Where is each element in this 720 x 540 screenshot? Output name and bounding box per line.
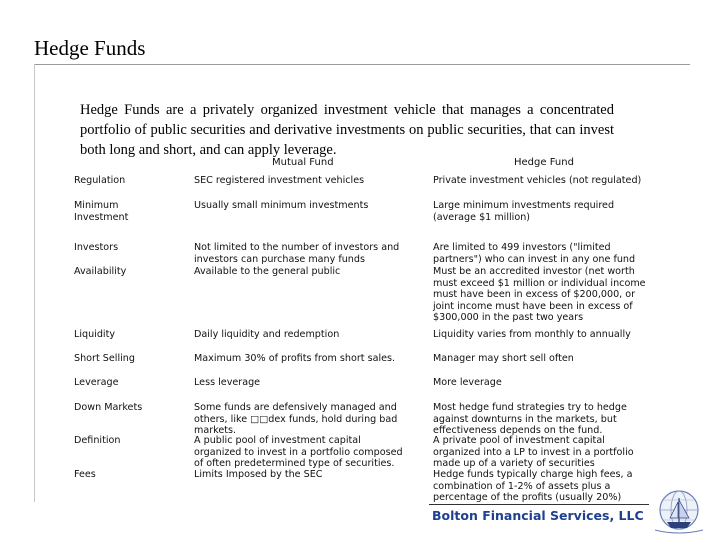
cell-line: Investors — [74, 242, 119, 253]
cell-line: Investment — [74, 211, 129, 223]
mutual-fund-cell — [194, 200, 368, 212]
row-label — [74, 469, 96, 481]
hedge-fund-cell — [433, 200, 614, 223]
slide-title: Hedge Funds — [34, 36, 146, 60]
cell-line: against downturns in the markets, but — [433, 413, 617, 425]
mutual-fund-cell — [194, 469, 322, 481]
mutual-fund-cell — [194, 353, 395, 365]
mutual-fund-cell — [194, 402, 397, 437]
cell-line: A private pool of investment capital — [433, 435, 605, 446]
cell-line: must exceed $1 million or individual income — [433, 277, 646, 289]
cell-line: partners") who can invest in any one fund — [433, 253, 636, 265]
cell-line: Must be an accredited investor (net worth — [433, 266, 635, 277]
mutual-fund-cell — [194, 377, 260, 389]
cell-line: Definition — [74, 435, 121, 446]
cell-line: Are limited to 499 investors ("limited — [433, 242, 611, 253]
row-label — [74, 329, 115, 341]
cell-line: organized into a LP to invest in a portfolio — [433, 446, 634, 458]
cell-line: others, like □□dex funds, hold during bad — [194, 413, 398, 425]
cell-line: Maximum 30% of profits from short sales. — [194, 353, 396, 364]
cell-line: Available to the general public — [194, 266, 341, 277]
cell-line: SEC registered investment vehicles — [194, 175, 365, 186]
mutual-fund-cell — [194, 242, 399, 265]
hedge-fund-cell — [433, 175, 641, 187]
hedge-fund-cell — [433, 377, 502, 389]
hedge-fund-cell — [433, 242, 635, 265]
cell-line: Not limited to the number of investors and — [194, 242, 400, 253]
cell-line: markets. — [194, 425, 237, 437]
cell-line: must have been in excess of $200,000, or — [433, 289, 636, 301]
title-divider — [34, 64, 690, 65]
cell-line: investors can purchase many funds — [194, 253, 365, 265]
hedge-fund-cell — [433, 469, 633, 504]
header-hedge-fund: Hedge Fund — [514, 157, 574, 168]
cell-line: joint income must have been in excess of — [433, 300, 633, 312]
row-label — [74, 402, 142, 414]
row-label — [74, 242, 118, 254]
cell-line: Less leverage — [194, 377, 261, 388]
cell-line: Hedge funds typically charge high fees, a — [433, 469, 633, 480]
row-label — [74, 266, 126, 278]
cell-line: Regulation — [74, 175, 126, 186]
footer-divider — [429, 504, 649, 505]
cell-line: Leverage — [74, 377, 119, 388]
cell-line: organized to invest in a portfolio composed — [194, 446, 403, 458]
cell-line: effectiveness depends on the fund. — [433, 425, 603, 437]
row-label — [74, 353, 135, 365]
cell-line: Usually small minimum investments — [194, 200, 369, 211]
cell-line: combination of 1-2% of assets plus a — [433, 480, 611, 492]
cell-line: $300,000 in the past two years — [433, 312, 584, 324]
cell-line: Manager may short sell often — [433, 353, 574, 364]
cell-line: More leverage — [433, 377, 502, 388]
cell-line: percentage of the profits (usually 20%) — [433, 492, 622, 504]
cell-line: Minimum — [74, 200, 119, 211]
mutual-fund-cell — [194, 175, 364, 187]
cell-line: (average $1 million) — [433, 211, 531, 223]
company-name: Bolton Financial Services, LLC — [432, 508, 644, 523]
hedge-fund-cell — [433, 402, 627, 437]
hedge-fund-cell — [433, 435, 634, 470]
mutual-fund-cell — [194, 329, 339, 341]
row-label — [74, 377, 118, 389]
globe-ship-logo-icon — [651, 484, 707, 538]
cell-line: Short Selling — [74, 353, 135, 364]
intro-paragraph: Hedge Funds are a privately organized investment vehicle that manages a concentrated portfolio of public securities and derivative investments on public securities, that can invest both long and short, and can apply leverage. — [80, 102, 614, 158]
hedge-fund-cell — [433, 353, 574, 365]
cell-line: Most hedge fund strategies try to hedge — [433, 402, 627, 413]
cell-line: Some funds are defensively managed and — [194, 402, 397, 413]
cell-line: made up of a variety of securities — [433, 458, 595, 470]
hedge-fund-cell — [433, 329, 631, 341]
cell-line: of often predetermined type of securities. — [194, 458, 395, 470]
row-label — [74, 200, 128, 223]
cell-line: Daily liquidity and redemption — [194, 329, 340, 340]
cell-line: Availability — [74, 266, 127, 277]
cell-line: Private investment vehicles (not regulated) — [433, 175, 642, 186]
cell-line: Fees — [74, 469, 96, 480]
row-label — [74, 175, 125, 187]
cell-line: Large minimum investments required — [433, 200, 615, 211]
row-label — [74, 435, 120, 447]
cell-line: Liquidity varies from monthly to annually — [433, 329, 631, 340]
hedge-fund-cell — [433, 266, 646, 324]
cell-line: Limits Imposed by the SEC — [194, 469, 323, 480]
mutual-fund-cell — [194, 435, 403, 470]
cell-line: Down Markets — [74, 402, 143, 413]
cell-line: Liquidity — [74, 329, 116, 340]
mutual-fund-cell — [194, 266, 340, 278]
left-border — [34, 64, 35, 502]
cell-line: A public pool of investment capital — [194, 435, 361, 446]
header-mutual-fund: Mutual Fund — [272, 157, 334, 168]
